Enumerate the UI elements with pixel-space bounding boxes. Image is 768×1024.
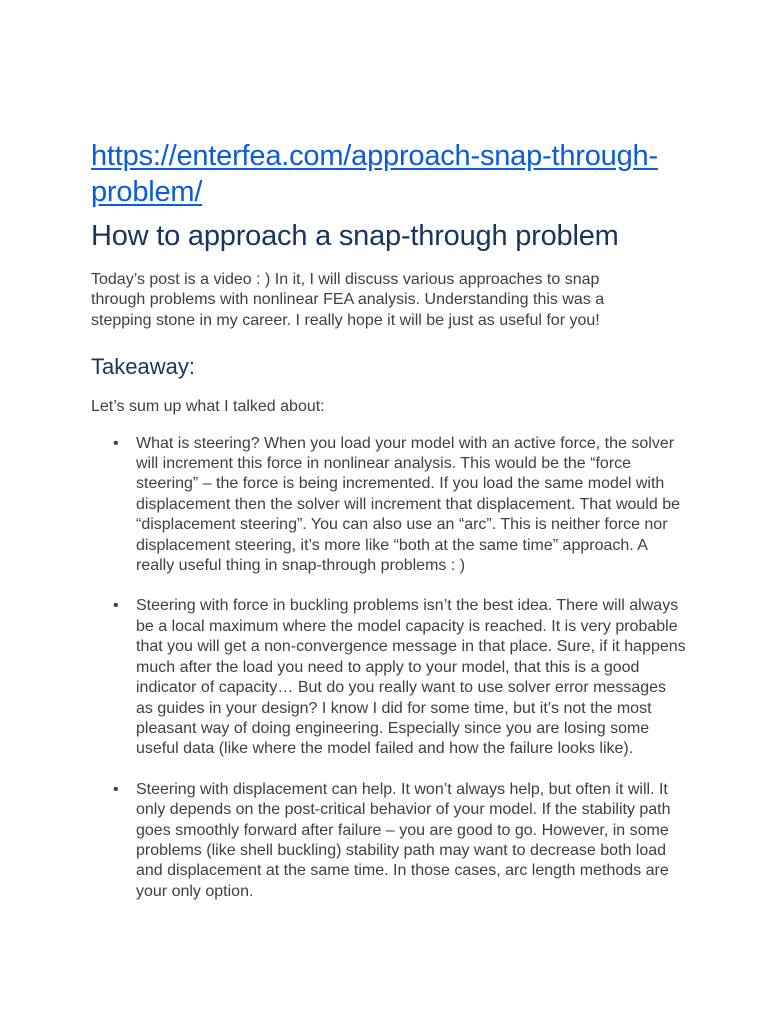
list-item — [91, 780, 686, 902]
summary-lead-text: Let’s sum up what I talked about: — [91, 398, 325, 416]
list-item-text: Steering with force in buckling problems isn’t the best idea. There will always be a local maximum where the model capacity is reached. It is very probable that you will get a non-convergence message in that place. Sure, if it happens much after the load you need to apply to your model, that this is a good indicator of capacity… But do you really want to use solver error messages as guides in your design? I know I did for some time, but it’s not the most pleasant way of doing engineering. Especially since you are losing some useful data (like where the model failed and how the failure looks like). — [136, 597, 686, 758]
takeaway-heading: Takeaway: — [91, 354, 195, 380]
intro-paragraph: Today’s post is a video : ) In it, I will discuss various approaches to snap through problems with nonlinear FEA analysis. Understanding this was a stepping stone in my career. I really hope it will be just as useful for you! — [91, 271, 605, 329]
bullet-icon: • — [113, 434, 119, 452]
bullet-icon: • — [113, 597, 119, 615]
list-item-text: Steering with displacement can help. It won’t always help, but often it will. It only depends on the post-critical behavior of your model. If the stability path goes smoothly forward after failure – you are good to go. However, in some problems (like shell buckling) stability path may want to decrease both load and displacement at the same time. In those cases, arc length methods are your only option. — [136, 780, 671, 900]
takeaway-list — [91, 434, 686, 903]
list-item-text: What is steering? When you load your model with an active force, the solver will increment this force in nonlinear analysis. This would be the “force steering” – the force is being incremented. If you load the same model with displacement then the solver will increment that displacement. That would be “displacement steering”. You can also use an “arc”. This is neither force nor displacement steering, it’s more like “both at the same time” approach. A really useful thing in snap-through problems : ) — [136, 434, 680, 575]
document-page — [91, 138, 686, 922]
list-item — [91, 434, 686, 577]
list-item — [91, 596, 686, 759]
article-title: How to approach a snap-through problem — [91, 220, 619, 252]
article-url-link[interactable]: https://enterfea.com/approach-snap-through-problem/ — [91, 140, 658, 208]
bullet-icon: • — [113, 780, 119, 798]
